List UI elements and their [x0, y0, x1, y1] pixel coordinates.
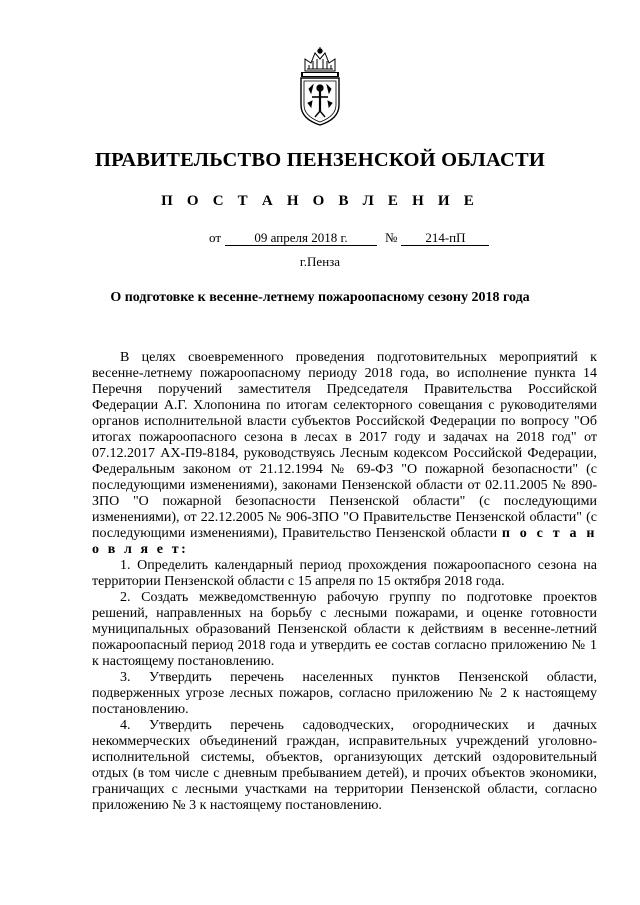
- preamble-text: В целях своевременного проведения подготовительных мероприятий к весенне-летнему пожароопасному периоду 2018 года, во исполнение пункта 14 Перечня поручений заместителя Председателя Правительства Российской Федерации А.Г. Хлопонина по итогам селекторного совещания с руководителями органов исполнительной власти субъектов Российской Федерации по вопросу "Об итогах пожароопасного сезона в лесах в 2017 году и задачах на 2018 год" от 07.12.2017 АХ-П9-8184, руководствуясь Лесным кодексом Российской Федерации, Федеральным законом от 21.12.1994 № 69-ФЗ "О пожарной безопасности" (с последующими изменениями), законами Пензенской области от 02.11.2005 № 890-ЗПО "О пожарной безопасности Пензенской области" (с последующими изменениями), от 22.12.2005 № 906-ЗПО "О Правительстве Пензенской области" (с последующими изменениями), Правительство Пензенской области: [92, 350, 597, 541]
- document-subject: О подготовке к весенне-летнему пожароопасному сезону 2018 года: [110, 290, 530, 305]
- number-label: №: [385, 230, 398, 245]
- document-type: П О С Т А Н О В Л Е Н И Е: [161, 193, 479, 209]
- preamble-paragraph: [92, 350, 597, 558]
- date-number-line: [209, 230, 489, 246]
- document-body: [92, 350, 597, 814]
- coat-of-arms-icon: [295, 45, 345, 127]
- list-item: 4. Утвердить перечень садоводческих, огороднических и дачных некоммерческих объединений граждан, исправительных учреждений уголовно-исполнительной системы, объектов, организующих детский оздоровительный отдых (в том числе с дневным пребыванием детей), и прочих объектов экономики, граничащих с лесными участками на территории Пензенской области, согласно приложению № 3 к настоящему постановлению.: [92, 718, 597, 813]
- list-item: 3. Утвердить перечень населенных пунктов Пензенской области, подверженных угрозе лесных пожаров, согласно приложению № 2 к настоящему постановлению.: [92, 670, 597, 717]
- city: г.Пенза: [299, 254, 341, 269]
- document-date: 09 апреля 2018 г.: [225, 231, 377, 246]
- document-number: 214-пП: [401, 231, 489, 246]
- resolves-phrase: п о с т а н о в л я е т:: [92, 526, 597, 557]
- list-item: 1. Определить календарный период прохождения пожароопасного сезона на территории Пензенской области с 15 апреля по 15 октября 2018 года.: [92, 558, 597, 589]
- date-prefix: от: [209, 230, 222, 245]
- organization-title: ПРАВИТЕЛЬСТВО ПЕНЗЕНСКОЙ ОБЛАСТИ: [95, 149, 545, 171]
- list-item: 2. Создать межведомственную рабочую группу по подготовке проектов решений, направленных на борьбу с лесными пожарами, и оценке готовности муниципальных образований Пензенской области к действиям в весенне-летний пожароопасный период 2018 года и утвердить ее состав согласно приложению № 1 к настоящему постановлению.: [92, 590, 597, 669]
